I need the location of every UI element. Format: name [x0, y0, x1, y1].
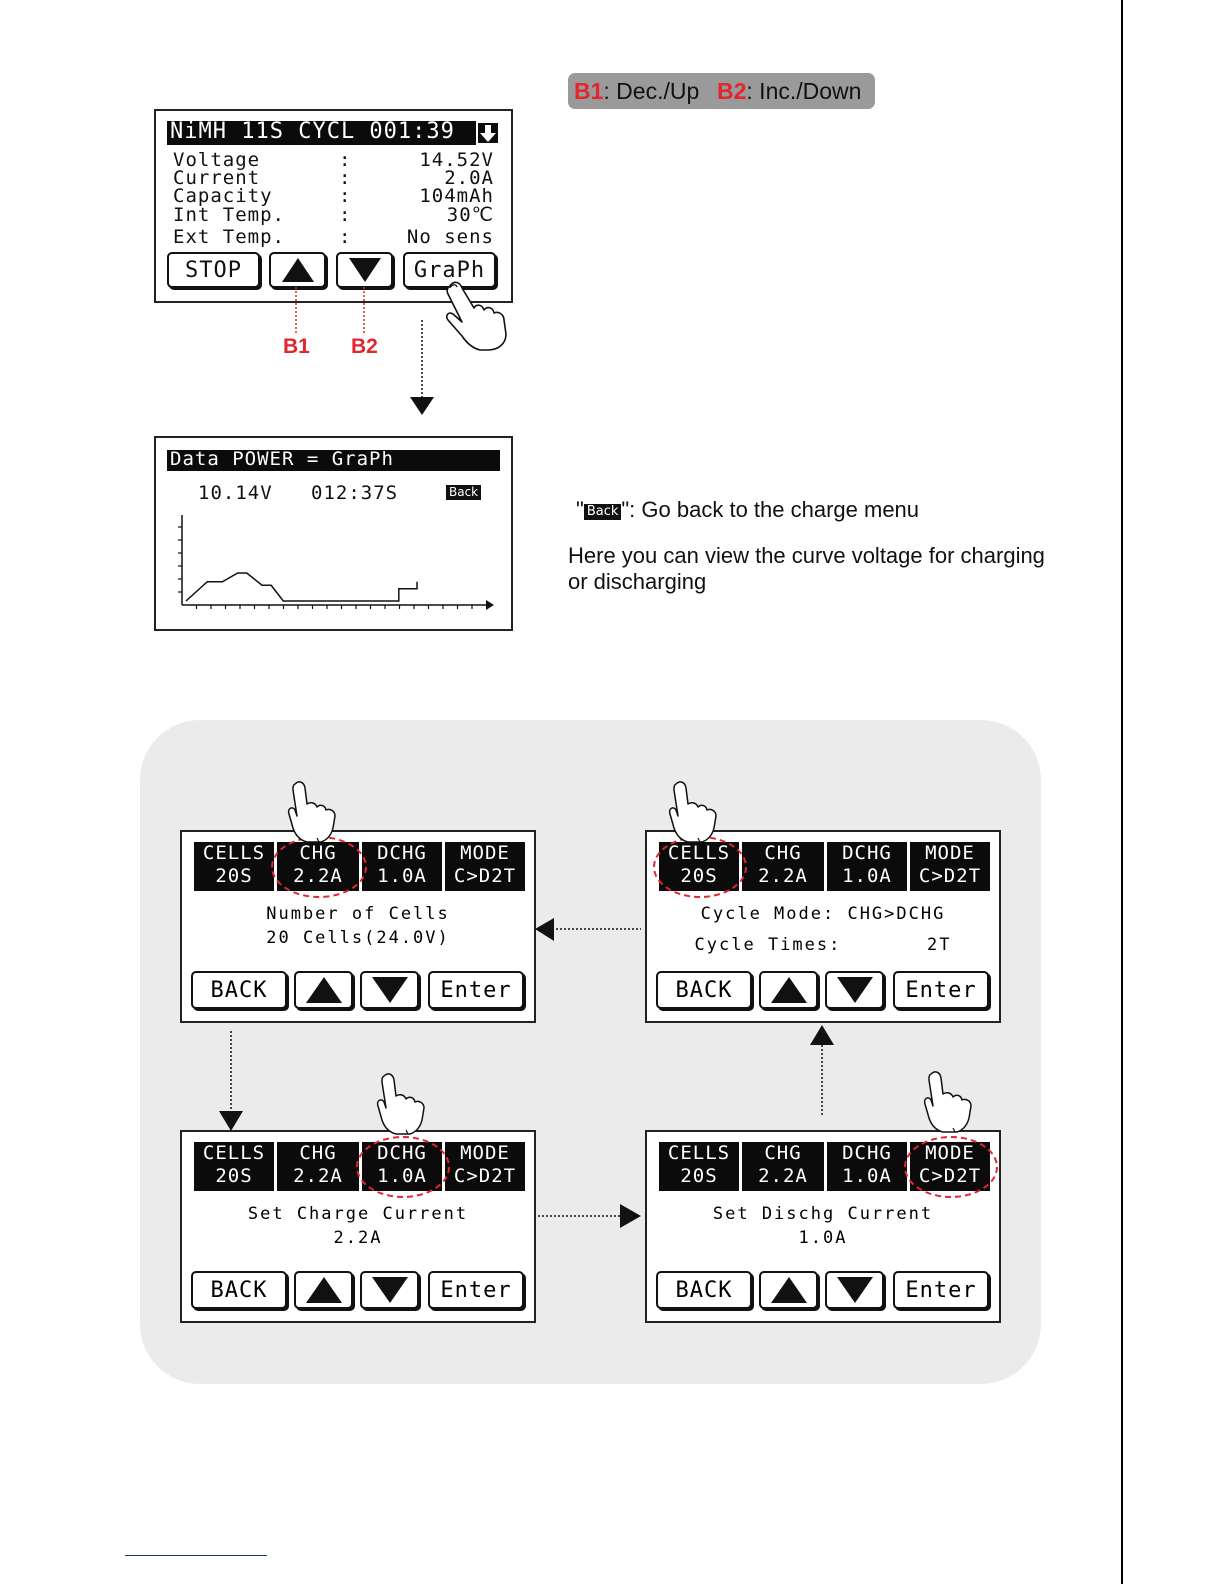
header-mode-value: C>D2T — [918, 1165, 982, 1187]
header-chg-label: CHG — [764, 1142, 802, 1164]
header-cells-value: 20S — [680, 865, 718, 887]
header-mode-value: C>D2T — [453, 865, 517, 887]
graph-time: 012:37S — [311, 482, 399, 504]
screen-message-line1: Number of Cells — [266, 904, 450, 924]
header-dchg-label: DCHG — [377, 1142, 427, 1164]
screen-message-line1: Set Dischg Current — [712, 1204, 934, 1224]
header-mode-label: MODE — [925, 1142, 975, 1164]
screen-message-line2: 2.2A — [333, 1228, 383, 1248]
back-button-label: BACK — [210, 977, 268, 1003]
graph-title: Data POWER = GraPh — [170, 450, 394, 470]
callout-b2: B2 — [351, 335, 378, 358]
current-label: Current — [173, 167, 261, 189]
footer-rule — [125, 1555, 267, 1556]
legend-b1-key: B1 — [574, 78, 604, 104]
back-button-label: BACK — [675, 1277, 733, 1303]
current-value: 2.0A — [444, 167, 494, 189]
header-chg-value: 2.2A — [758, 1165, 808, 1187]
screen-message-line2: 20 Cells(24.0V) — [266, 928, 450, 948]
header-cells-value: 20S — [215, 865, 253, 887]
back-desc-prefix: " — [576, 497, 584, 522]
header-dchg-value: 1.0A — [842, 865, 892, 887]
current-sep: : — [339, 167, 352, 189]
header-chg-label: CHG — [299, 842, 337, 864]
int-temp-sep: : — [339, 204, 352, 226]
screen-message-line1: Set Charge Current — [247, 1204, 469, 1224]
header-cells-label: CELLS — [667, 842, 731, 864]
legend-b2-key: B2 — [717, 78, 747, 104]
int-temp-value: 30℃ — [446, 204, 494, 226]
header-dchg-label: DCHG — [377, 842, 427, 864]
header-mode-label: MODE — [460, 842, 510, 864]
graph-button-label: GraPh — [413, 257, 486, 283]
back-button-label: BACK — [675, 977, 733, 1003]
header-dchg-value: 1.0A — [377, 1165, 427, 1187]
ext-temp-label: Ext Temp. — [173, 226, 285, 248]
ext-temp-value: No sens — [406, 226, 494, 248]
header-cells-value: 20S — [680, 1165, 718, 1187]
int-temp-label: Int Temp. — [173, 204, 285, 226]
voltage-value: 14.52V — [419, 149, 494, 171]
header-cells-value: 20S — [215, 1165, 253, 1187]
header-dchg-label: DCHG — [842, 1142, 892, 1164]
screen-message-line2: 1.0A — [798, 1228, 848, 1248]
graph-back-label: Back — [449, 485, 479, 499]
header-dchg-value: 1.0A — [377, 865, 427, 887]
header-dchg-value: 1.0A — [842, 1165, 892, 1187]
enter-button-label: Enter — [905, 1277, 977, 1303]
voltage-sep: : — [339, 149, 352, 171]
header-chg-value: 2.2A — [758, 865, 808, 887]
header-chg-label: CHG — [764, 842, 802, 864]
status-title: NiMH 11S CYCL 001:39 — [170, 121, 455, 144]
capacity-value: 104mAh — [419, 185, 494, 207]
header-chg-label: CHG — [299, 1142, 337, 1164]
screen-message-line1: Cycle Mode: CHG>DCHG — [700, 904, 946, 924]
capacity-label: Capacity — [173, 185, 273, 207]
enter-button-label: Enter — [440, 977, 512, 1003]
header-mode-label: MODE — [460, 1142, 510, 1164]
screen-message-line2: Cycle Times: 2T — [694, 935, 952, 955]
header-mode-label: MODE — [925, 842, 975, 864]
back-desc-chip: Back — [584, 504, 622, 520]
voltage-label: Voltage — [173, 149, 261, 171]
header-chg-value: 2.2A — [293, 865, 343, 887]
callout-b1: B1 — [283, 335, 310, 358]
stop-button-label: STOP — [185, 257, 242, 283]
enter-button-label: Enter — [905, 977, 977, 1003]
header-cells-label: CELLS — [202, 1142, 266, 1164]
legend-b2-text: : Inc./Down — [746, 78, 862, 104]
header-mode-value: C>D2T — [453, 1165, 517, 1187]
legend-b1-text: : Dec./Up — [603, 78, 700, 104]
enter-button-label: Enter — [440, 1277, 512, 1303]
header-cells-label: CELLS — [667, 1142, 731, 1164]
back-button-label: BACK — [210, 1277, 268, 1303]
graph-voltage: 10.14V — [198, 482, 273, 504]
ext-temp-sep: : — [339, 226, 352, 248]
header-chg-value: 2.2A — [293, 1165, 343, 1187]
header-cells-label: CELLS — [202, 842, 266, 864]
back-desc-text: ": Go back to the charge menu — [621, 497, 920, 522]
capacity-sep: : — [339, 185, 352, 207]
curve-description-line2: or discharging — [568, 569, 707, 594]
header-mode-value: C>D2T — [918, 865, 982, 887]
curve-description-line1: Here you can view the curve voltage for charging — [568, 543, 1045, 568]
header-dchg-label: DCHG — [842, 842, 892, 864]
